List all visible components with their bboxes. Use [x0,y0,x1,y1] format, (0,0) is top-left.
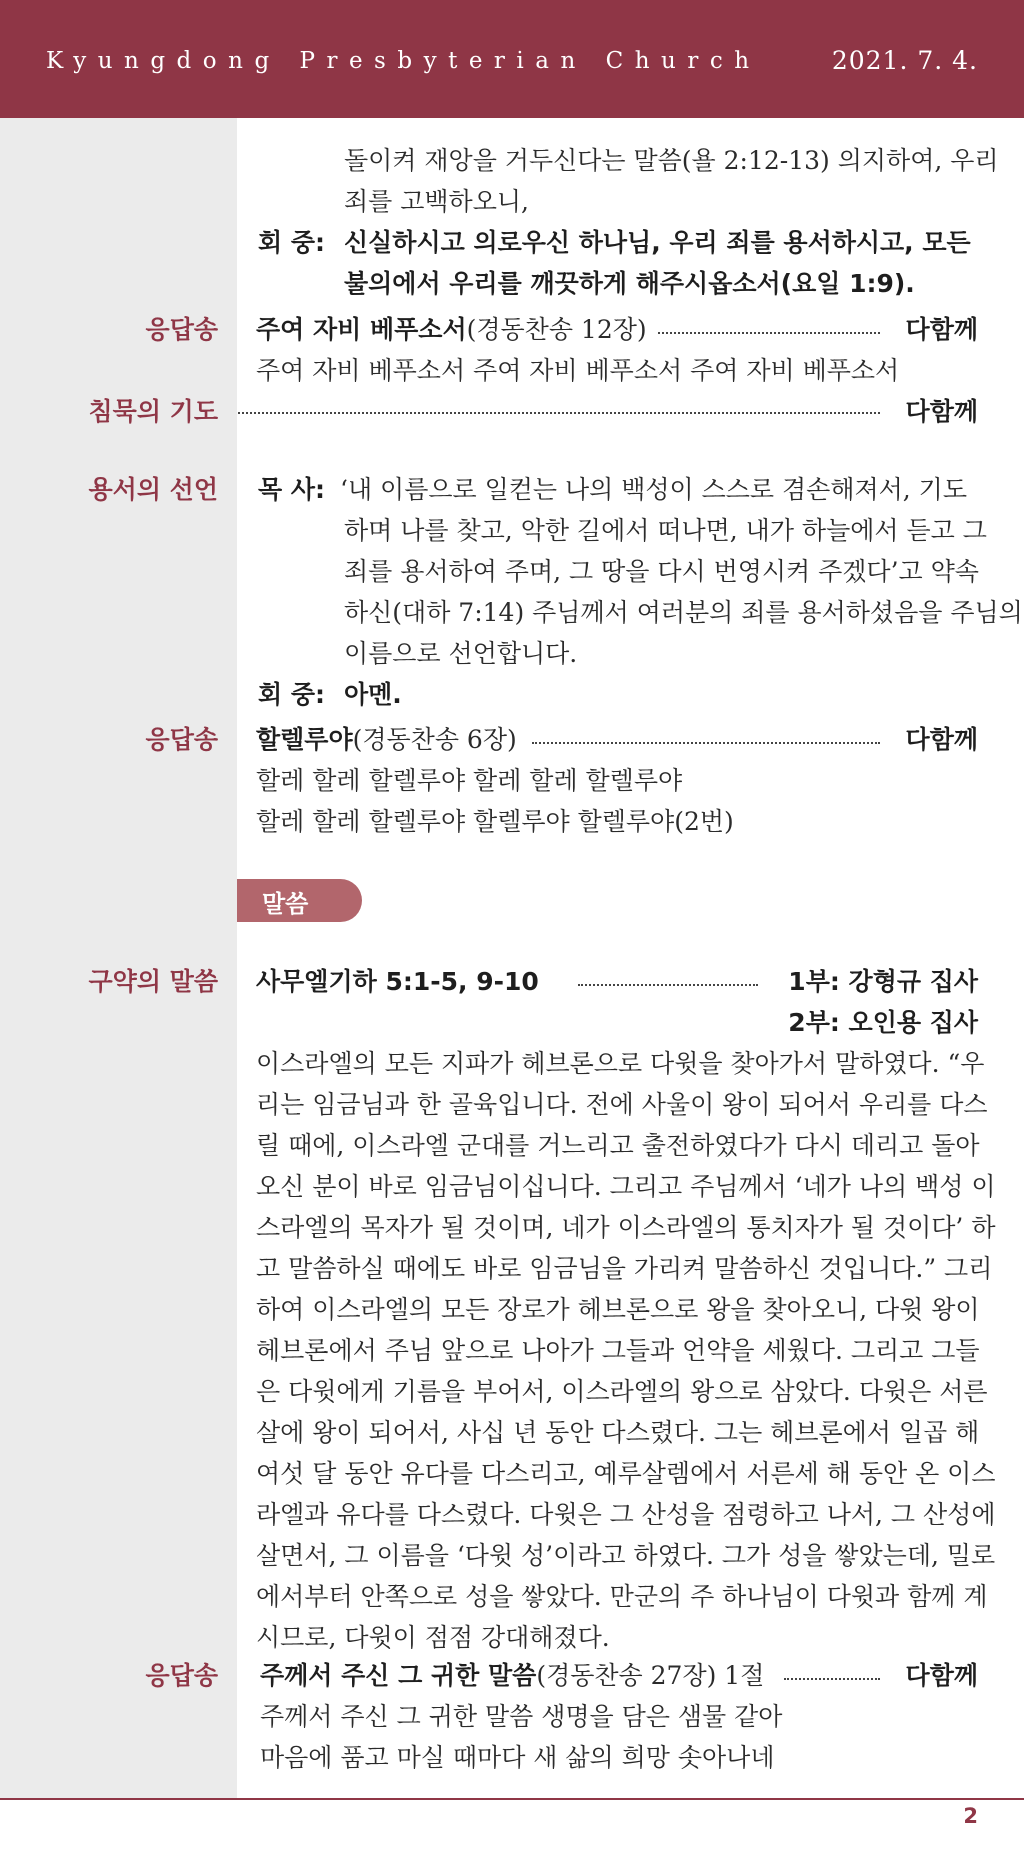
silent-prayer-who: 다함께 [905,397,978,426]
response-song-title: 주께서 주신 그 귀한 말씀 [260,1661,537,1690]
scripture-line: 이스라엘의 모든 지파가 헤브론으로 다윗을 찾아가서 말하였다. “우 [256,1049,985,1078]
absolution-line: 하며 나를 찾고, 악한 길에서 떠나면, 내가 하늘에서 듣고 그 [344,516,987,545]
confession-response-1: 신실하시고 의로우신 하나님, 우리 죄를 용서하시고, 모든 [344,228,971,257]
scripture-line: 릴 때에, 이스라엘 군대를 거느리고 출전하였다가 다시 데리고 돌아 [256,1131,980,1160]
absolution-line: ‘내 이름으로 일컫는 나의 백성이 스스로 겸손해져서, 기도 [340,475,967,504]
scripture-line: 여섯 달 동안 유다를 다스리고, 예루살렘에서 서른세 해 동안 온 이스 [256,1459,996,1488]
church-name: Kyungdong Presbyterian Church [46,48,761,74]
scripture-line: 리는 임금님과 한 골육입니다. 전에 사울이 왕이 되어서 우리를 다스 [256,1090,988,1119]
scripture-line: 고 말씀하실 때에도 바로 임금님을 가리켜 말씀하신 것입니다.” 그리 [256,1254,993,1283]
page-number: 2 [963,1804,978,1828]
absolution-speaker: 목 사: [258,475,326,504]
response-song-ref: (경동찬송 6장) [352,725,517,754]
response-song-title: 할렐루야 [256,725,353,754]
response-song-lyrics: 할레 할레 할렐루야 할렐루야 할렐루야(2번) [256,807,734,836]
scripture-line: 은 다윗에게 기름을 부어서, 이스라엘의 왕으로 삼았다. 다윗은 서른 [256,1377,988,1406]
scripture-line: 스라엘의 목자가 될 것이며, 네가 이스라엘의 통치자가 될 것이다’ 하 [256,1213,996,1242]
scripture-line: 오신 분이 바로 임금님이십니다. 그리고 주님께서 ‘네가 나의 백성 이 [256,1172,996,1201]
response-song-lyrics: 할레 할레 할렐루야 할레 할레 할렐루야 [256,766,683,795]
response-song-who: 다함께 [905,725,978,754]
scripture-line: 헤브론에서 주님 앞으로 나아가 그들과 언약을 세웠다. 그리고 그들 [256,1336,980,1365]
scripture-line: 라엘과 유다를 다스렸다. 다윗은 그 산성을 점령하고 나서, 그 산성에 [256,1500,996,1529]
response-song-label: 응답송 [145,1661,218,1690]
ot-reading-label: 구약의 말씀 [88,967,218,996]
response-song-lyrics: 주여 자비 베푸소서 주여 자비 베푸소서 주여 자비 베푸소서 [256,356,900,385]
scripture-line: 하여 이스라엘의 모든 장로가 헤브론으로 왕을 찾아오니, 다윗 왕이 [256,1295,980,1324]
absolution-label: 용서의 선언 [88,475,218,504]
ot-reader-2: 2부: 오인용 집사 [788,1008,978,1037]
response-song-label: 응답송 [145,725,218,754]
response-song-lyrics: 마음에 품고 마실 때마다 새 삶의 희망 솟아나네 [260,1743,775,1772]
response-song-label: 응답송 [145,315,218,344]
section-tag-label: 말씀 [262,890,309,918]
scripture-line: 살에 왕이 되어서, 사십 년 동안 다스렸다. 그는 헤브론에서 일곱 해 [256,1418,980,1447]
confession-line-1: 돌이켜 재앙을 거두신다는 말씀(욜 2:12-13) 의지하여, 우리 [344,146,999,175]
dotted-leader [658,332,880,334]
dotted-leader [784,1678,880,1680]
absolution-line: 하신(대하 7:14) 주님께서 여러분의 죄를 용서하셨음을 주님의 [344,598,1023,627]
absolution-line: 죄를 용서하여 주며, 그 땅을 다시 번영시켜 주겠다’고 약속 [344,557,979,586]
section-tag [237,879,362,922]
scripture-line: 시므로, 다윗이 점점 강대해졌다. [256,1623,610,1652]
response-song-who: 다함께 [905,1661,978,1690]
response-song-ref: (경동찬송 27장) 1절 [536,1661,765,1690]
scripture-line: 살면서, 그 이름을 ‘다윗 성’이라고 하였다. 그가 성을 쌓았는데, 밀로 [256,1541,996,1570]
response-song-title: 주여 자비 베푸소서 [256,315,467,344]
confession-response-2: 불의에서 우리를 깨끗하게 해주시옵소서(요일 1:9). [344,269,915,298]
absolution-line: 이름으로 선언합니다. [344,639,578,668]
absolution-congregation-response: 아멘. [344,680,402,709]
confession-line-2: 죄를 고백하오니, [344,187,529,216]
ot-reader-1: 1부: 강형규 집사 [788,967,978,996]
absolution-congregation-speaker: 회 중: [258,680,326,709]
response-song-who: 다함께 [905,315,978,344]
response-song-heading [256,719,517,760]
response-song-lyrics: 주께서 주신 그 귀한 말씀 생명을 담은 샘물 같아 [260,1702,783,1731]
bulletin-date: 2021. 7. 4. [831,46,978,75]
response-song-ref: (경동찬송 12장) [466,315,647,344]
ot-reading-title: 사무엘기하 5:1-5, 9-10 [256,967,539,996]
silent-prayer-label: 침묵의 기도 [88,397,218,426]
dotted-leader [578,984,758,986]
dotted-leader [532,742,880,744]
footer-divider [0,1798,1024,1800]
response-song-heading [260,1655,764,1696]
dotted-leader [238,412,880,414]
header-bar [0,0,1024,118]
scripture-line: 에서부터 안쪽으로 성을 쌓았다. 만군의 주 하나님이 다윗과 함께 계 [256,1582,988,1611]
response-song-heading [256,309,647,350]
confession-speaker: 회 중: [258,228,326,257]
label-column-background [0,118,237,1798]
